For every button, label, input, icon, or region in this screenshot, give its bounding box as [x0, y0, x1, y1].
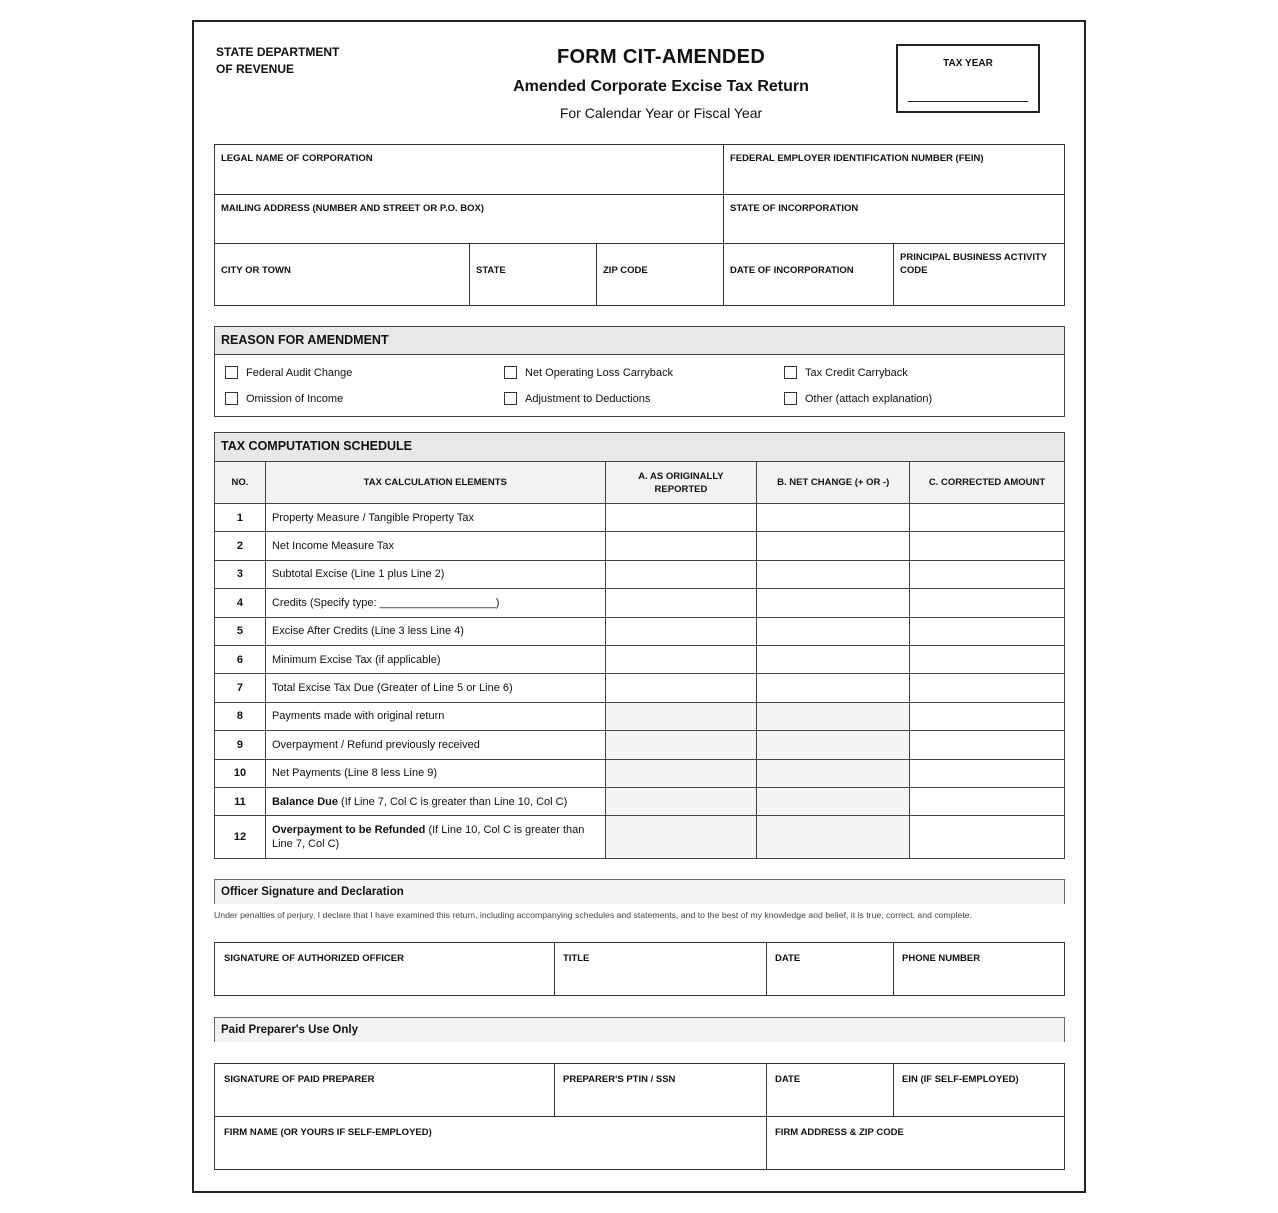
table-row	[215, 674, 1065, 702]
reason-option-deductions[interactable]	[504, 392, 650, 405]
line-number: 10	[215, 759, 266, 787]
agency-line-1: STATE DEPARTMENT	[216, 45, 340, 59]
net-change-cell[interactable]	[757, 702, 910, 730]
officer-section-header	[214, 879, 1065, 904]
officer-phone-label: PHONE NUMBER	[902, 953, 981, 964]
line-description	[265, 674, 605, 702]
line-number: 3	[215, 560, 266, 588]
line-number: 7	[215, 674, 266, 702]
column-header-corrected: C. CORRECTED AMOUNT	[910, 462, 1065, 504]
net-change-cell[interactable]	[757, 816, 910, 859]
table-row	[215, 731, 1065, 759]
corrected-amount-cell[interactable]	[910, 560, 1065, 588]
officer-title-field[interactable]	[554, 942, 767, 996]
checkbox[interactable]	[225, 392, 238, 405]
original-amount-cell[interactable]	[605, 617, 757, 645]
mailing-address-label: MAILING ADDRESS (NUMBER AND STREET OR P.O. BOX)	[221, 203, 485, 214]
line-description	[265, 589, 605, 617]
line-description	[265, 816, 605, 859]
line-number: 11	[215, 787, 266, 815]
table-row	[215, 617, 1065, 645]
preparer-ein-field[interactable]	[893, 1063, 1065, 1117]
net-change-cell[interactable]	[757, 560, 910, 588]
original-amount-cell[interactable]	[605, 787, 757, 815]
line-description	[265, 617, 605, 645]
reason-option-label: Federal Audit Change	[246, 366, 353, 379]
reason-option-omission[interactable]	[225, 392, 343, 405]
zip-label: ZIP CODE	[603, 265, 648, 276]
preparer-date-label: DATE	[775, 1074, 801, 1085]
original-amount-cell[interactable]	[605, 702, 757, 730]
corrected-amount-cell[interactable]	[910, 702, 1065, 730]
line-description-text: Property Measure / Tangible Property Tax	[271, 511, 474, 524]
line-description-text: (If Line 10, Col C is greater than Line 7, Col C)	[271, 824, 585, 851]
perjury-declaration: Under penalties of perjury, I declare that I have examined this return, including accompanying schedules and statements, and to the best of my knowledge and belief, it is true, correct, and complete.	[214, 910, 973, 920]
net-change-cell[interactable]	[757, 617, 910, 645]
checkbox[interactable]	[784, 366, 797, 379]
net-change-cell[interactable]	[757, 589, 910, 617]
activity-code-field[interactable]	[893, 243, 1065, 306]
table-row	[215, 787, 1065, 815]
date-of-incorporation-label: DATE OF INCORPORATION	[730, 265, 854, 276]
column-header-net-change: B. NET CHANGE (+ OR -)	[757, 462, 910, 504]
line-number: 4	[215, 589, 266, 617]
activity-code-label: PRINCIPAL BUSINESS ACTIVITY CODE	[900, 252, 1047, 276]
net-change-cell[interactable]	[757, 674, 910, 702]
agency-line-2: OF REVENUE	[216, 62, 295, 76]
form-title: FORM CIT-AMENDED	[556, 46, 766, 68]
line-description-text: Subtotal Excise (Line 1 plus Line 2)	[271, 568, 445, 581]
legal-name-field[interactable]	[214, 144, 724, 195]
corrected-amount-cell[interactable]	[910, 816, 1065, 859]
original-amount-cell[interactable]	[605, 759, 757, 787]
line-number: 6	[215, 645, 266, 673]
state-field[interactable]	[469, 243, 597, 306]
firm-address-field[interactable]	[766, 1116, 1065, 1170]
city-field[interactable]	[214, 243, 470, 306]
mailing-address-field[interactable]	[214, 194, 724, 244]
original-amount-cell[interactable]	[605, 560, 757, 588]
firm-address-label: FIRM ADDRESS & ZIP CODE	[775, 1127, 904, 1138]
corrected-amount-cell[interactable]	[910, 759, 1065, 787]
city-label: CITY OR TOWN	[221, 265, 291, 276]
line-description-text: Net Payments (Line 8 less Line 9)	[271, 767, 438, 780]
net-change-cell[interactable]	[757, 645, 910, 673]
reason-option-label: Omission of Income	[246, 392, 344, 405]
table-row	[215, 702, 1065, 730]
preparer-signature-field[interactable]	[214, 1063, 555, 1117]
officer-date-field[interactable]	[766, 942, 894, 996]
column-header-no: NO.	[215, 462, 266, 504]
reason-option-label: Adjustment to Deductions	[525, 392, 651, 405]
line-description-text: (If Line 7, Col C is greater than Line 10, Col C)	[338, 795, 568, 808]
checkbox[interactable]	[504, 392, 517, 405]
corrected-amount-cell[interactable]	[910, 787, 1065, 815]
reason-option-tax-credit[interactable]	[784, 366, 908, 379]
line-description-text: Overpayment / Refund previously received	[271, 738, 480, 751]
line-description-text: Total Excise Tax Due (Greater of Line 5 or Line 6)	[271, 682, 513, 695]
table-row	[215, 504, 1065, 532]
officer-signature-field[interactable]	[214, 942, 555, 996]
net-change-cell[interactable]	[757, 787, 910, 815]
legal-name-label: LEGAL NAME OF CORPORATION	[221, 153, 373, 164]
line-description	[265, 759, 605, 787]
preparer-date-field[interactable]	[766, 1063, 894, 1117]
column-header-elements: TAX CALCULATION ELEMENTS	[265, 462, 605, 504]
reason-title: REASON FOR AMENDMENT	[221, 333, 389, 347]
line-number: 2	[215, 532, 266, 560]
reason-option-label: Tax Credit Carryback	[805, 366, 908, 379]
original-amount-cell[interactable]	[605, 731, 757, 759]
checkbox[interactable]	[784, 392, 797, 405]
state-label: STATE	[476, 265, 506, 276]
line-description	[265, 731, 605, 759]
state-of-incorporation-field[interactable]	[723, 194, 1065, 244]
corrected-amount-cell[interactable]	[910, 617, 1065, 645]
line-description-bold: Balance Due	[271, 795, 338, 808]
table-row	[215, 560, 1065, 588]
line-description	[265, 560, 605, 588]
tax-schedule-header	[214, 432, 1065, 461]
original-amount-cell[interactable]	[605, 816, 757, 859]
officer-phone-field[interactable]	[893, 942, 1065, 996]
line-description-text: Credits (Specify type: ___________________)	[271, 596, 500, 609]
line-description	[265, 532, 605, 560]
net-change-cell[interactable]	[757, 532, 910, 560]
corrected-amount-cell[interactable]	[910, 645, 1065, 673]
table-row	[215, 589, 1065, 617]
net-change-cell[interactable]	[757, 759, 910, 787]
fein-field[interactable]	[723, 144, 1065, 195]
form-period: For Calendar Year or Fiscal Year	[559, 105, 763, 121]
net-change-cell[interactable]	[757, 504, 910, 532]
state-of-incorporation-label: STATE OF INCORPORATION	[730, 203, 859, 214]
line-description-bold: Overpayment to be Refunded	[271, 824, 426, 837]
line-description	[265, 504, 605, 532]
fein-label: FEDERAL EMPLOYER IDENTIFICATION NUMBER (FEIN)	[730, 153, 984, 164]
line-description-text: Payments made with original return	[271, 710, 445, 723]
original-amount-cell[interactable]	[605, 645, 757, 673]
reason-option-label: Other (attach explanation)	[805, 392, 933, 405]
corrected-amount-cell[interactable]	[910, 532, 1065, 560]
corrected-amount-cell[interactable]	[910, 674, 1065, 702]
preparer-title: Paid Preparer's Use Only	[221, 1024, 358, 1036]
preparer-ptin-field[interactable]	[554, 1063, 767, 1117]
original-amount-cell[interactable]	[605, 589, 757, 617]
table-row	[215, 816, 1065, 859]
line-number: 9	[215, 731, 266, 759]
line-number: 1	[215, 504, 266, 532]
preparer-ptin-label: PREPARER'S PTIN / SSN	[563, 1074, 676, 1085]
officer-title-label: TITLE	[563, 953, 590, 964]
preparer-ein-label: EIN (IF SELF-EMPLOYED)	[902, 1074, 1019, 1085]
line-number: 5	[215, 617, 266, 645]
corrected-amount-cell[interactable]	[910, 731, 1065, 759]
column-header-original: A. AS ORIGINALLY REPORTED	[605, 462, 757, 504]
line-number: 12	[215, 816, 266, 859]
tax-schedule-title: TAX COMPUTATION SCHEDULE	[221, 439, 412, 453]
zip-field[interactable]	[596, 243, 724, 306]
line-description-text: Minimum Excise Tax (if applicable)	[271, 653, 441, 666]
original-amount-cell[interactable]	[605, 532, 757, 560]
net-change-cell[interactable]	[757, 731, 910, 759]
table-header-row	[215, 462, 1065, 504]
reason-section-header	[214, 326, 1065, 355]
date-of-incorporation-field[interactable]	[723, 243, 894, 306]
officer-title: Officer Signature and Declaration	[221, 886, 404, 898]
corrected-amount-cell[interactable]	[910, 589, 1065, 617]
corrected-amount-cell[interactable]	[910, 504, 1065, 532]
table-row	[215, 759, 1065, 787]
officer-signature-label: SIGNATURE OF AUTHORIZED OFFICER	[224, 953, 404, 964]
line-description	[265, 702, 605, 730]
tax-computation-table	[214, 461, 1065, 859]
checkbox[interactable]	[225, 366, 238, 379]
preparer-signature-label: SIGNATURE OF PAID PREPARER	[224, 1074, 375, 1085]
line-number: 8	[215, 702, 266, 730]
reason-option-other[interactable]	[784, 392, 932, 405]
original-amount-cell[interactable]	[605, 674, 757, 702]
line-description	[265, 645, 605, 673]
reason-option-nol-carryback[interactable]	[504, 366, 673, 379]
reason-option-label: Net Operating Loss Carryback	[525, 366, 673, 379]
original-amount-cell[interactable]	[605, 504, 757, 532]
form-subtitle: Amended Corporate Excise Tax Return	[513, 78, 809, 95]
firm-name-field[interactable]	[214, 1116, 767, 1170]
table-row	[215, 532, 1065, 560]
reason-option-federal-audit[interactable]	[225, 366, 352, 379]
tax-year-line	[908, 101, 1028, 102]
reason-options	[214, 355, 1065, 417]
tax-year-label: TAX YEAR	[943, 58, 993, 69]
line-description-text: Excise After Credits (Line 3 less Line 4)	[271, 625, 464, 638]
firm-name-label: FIRM NAME (OR YOURS IF SELF-EMPLOYED)	[224, 1127, 432, 1138]
line-description-text: Net Income Measure Tax	[271, 540, 395, 553]
table-row	[215, 645, 1065, 673]
officer-date-label: DATE	[775, 953, 801, 964]
preparer-section-header	[214, 1017, 1065, 1042]
tax-form-page	[192, 20, 1086, 1193]
checkbox[interactable]	[504, 366, 517, 379]
tax-year-box[interactable]	[896, 44, 1040, 113]
line-description	[265, 787, 605, 815]
